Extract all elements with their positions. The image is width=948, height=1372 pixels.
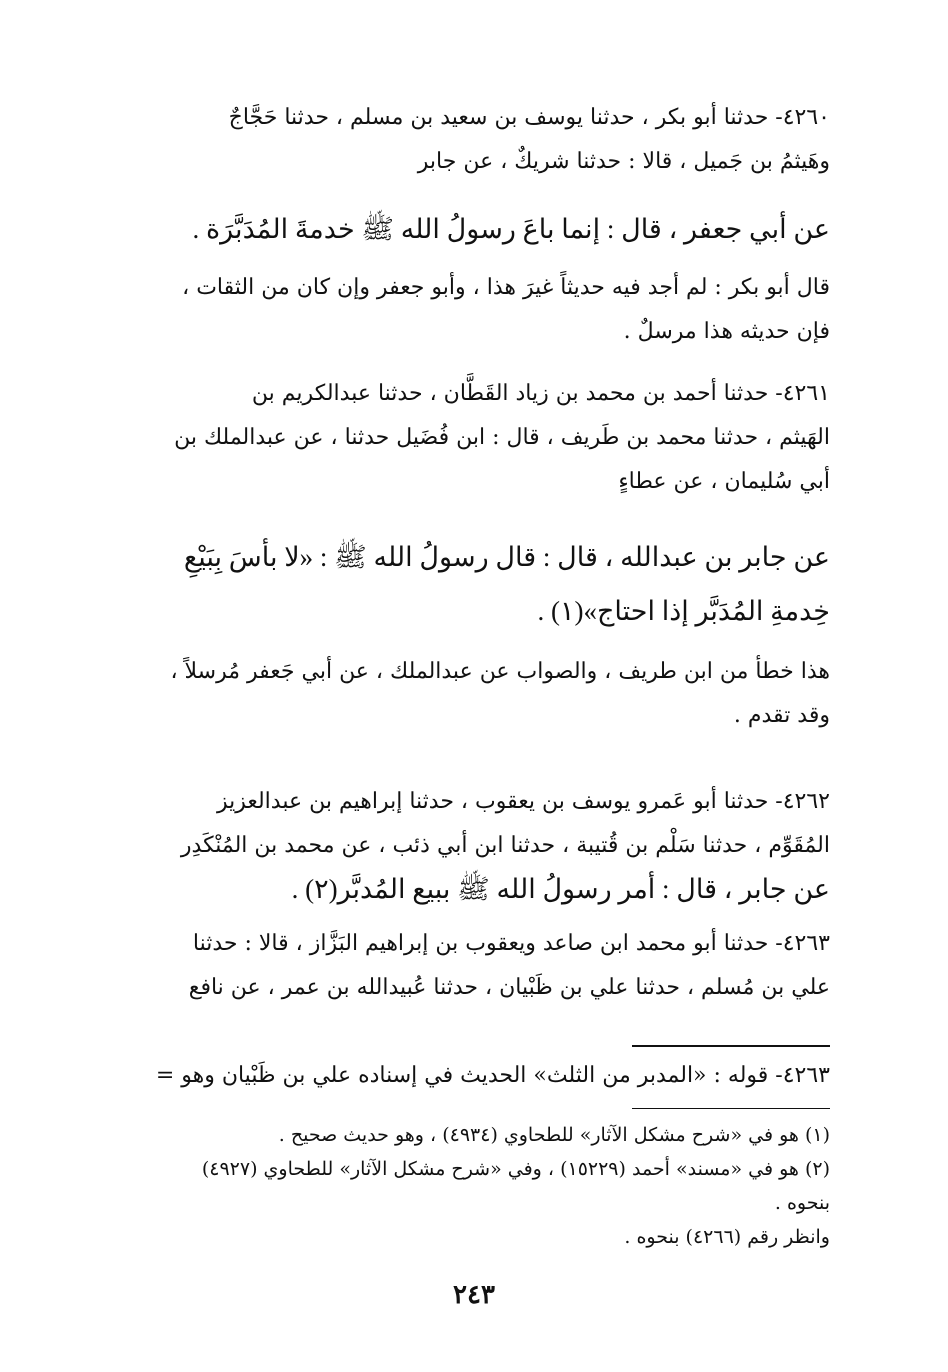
comment-line: وقد تقدم . (733, 703, 830, 728)
continued-note-line: ٤٢٦٣- قوله : «المدبر من الثلث» الحديث في إسناده علي بن ظَبْيان وهو = (155, 1063, 830, 1088)
isnad-line: ٤٢٦١- حدثنا أحمد بن محمد بن زياد القَطَّان ، حدثنا عبدالكريم بن (251, 381, 830, 406)
hadith-4263-isnad (110, 922, 830, 1010)
footnote-line: وانظر رقم (٤٢٦٦) بنحوه . (624, 1226, 830, 1248)
hadith-4261-isnad (110, 372, 830, 504)
matn-line: عن جابر بن عبدالله ، قال : قال رسولُ الله ﷺ : «لا بأسَ بِبَيْعِ (183, 542, 830, 572)
isnad-line: ٤٢٦٢- حدثنا أبو عَمرو يوسف بن يعقوب ، حدثنا إبراهيم بن عبدالعزيز (216, 789, 830, 814)
hadith-4260-matn (110, 202, 830, 256)
footnote-line: بنحوه . (774, 1192, 830, 1214)
hadith-4262-matn (110, 862, 830, 916)
isnad-line: المُقَوِّم ، حدثنا سَلْم بن قُتيبة ، حدثنا ابن أبي ذئب ، عن محمد بن المُنْكَدِر (180, 833, 830, 858)
footnote-line: (١) هو في «شرح مشكل الآثار» للطحاوي (٤٩٣٤) ، وهو حديث صحيح . (278, 1124, 830, 1146)
hadith-4262-isnad (110, 780, 830, 868)
footnote-line: (٢) هو في «مسند» أحمد (١٥٢٢٩) ، وفي «شرح مشكل الآثار» للطحاوي (٤٩٢٧) (201, 1158, 830, 1180)
footnote-separator (632, 1045, 830, 1047)
hadith-4261-matn (110, 530, 830, 638)
isnad-line: علي بن مُسلم ، حدثنا علي بن ظَبْيان ، حدثنا عُبيدالله بن عمر ، عن نافع (188, 975, 830, 1000)
isnad-line: ٤٢٦٠- حدثنا أبو بكر ، حدثنا يوسف بن سعيد بن مسلم ، حدثنا حَجَّاجٌ (228, 105, 830, 130)
continued-note (110, 1056, 830, 1096)
isnad-line: أبي سُليمان ، عن عطاءٍ (618, 469, 830, 494)
comment-line: قال أبو بكر : لم أجد فيه حديثاً غيرَ هذا ، وأبو جعفر وإن كان من الثقات ، (182, 275, 830, 300)
comment-line: فإن حديثه هذا مرسلٌ . (623, 319, 830, 344)
matn-line: عن أبي جعفر ، قال : إنما باعَ رسولُ الله ﷺ خدمةَ المُدَبَّرَة . (192, 214, 830, 244)
isnad-line: الهَيثم ، حدثنا محمد بن طَريف ، قال : ابن فُضَيل حدثنا ، عن عبدالملك بن (174, 425, 830, 450)
comment-line: هذا خطأ من ابن طريف ، والصواب عن عبدالملك ، عن أبي جَعفر مُرسلاً ، (170, 659, 830, 684)
hadith-4260-isnad (110, 96, 830, 184)
footnotes (110, 1118, 830, 1254)
hadith-4261-comment (110, 650, 830, 738)
hadith-4260-comment (110, 266, 830, 354)
isnad-line: وهَيثمُ بن جَميل ، قالا : حدثنا شريكٌ ، عن جابر (417, 149, 830, 174)
footnote-divider (632, 1108, 830, 1109)
matn-line: خِدمةِ المُدَبَّر إذا احتاج»(١) . (537, 596, 830, 626)
isnad-line: ٤٢٦٣- حدثنا أبو محمد ابن صاعد ويعقوب بن إبراهيم البَزَّاز ، قالا : حدثنا (192, 931, 830, 956)
page-number: ٢٤٣ (453, 1280, 495, 1310)
matn-line: عن جابر ، قال : أمر رسولُ الله ﷺ ببيع المُدبَّر(٢) . (291, 874, 830, 904)
